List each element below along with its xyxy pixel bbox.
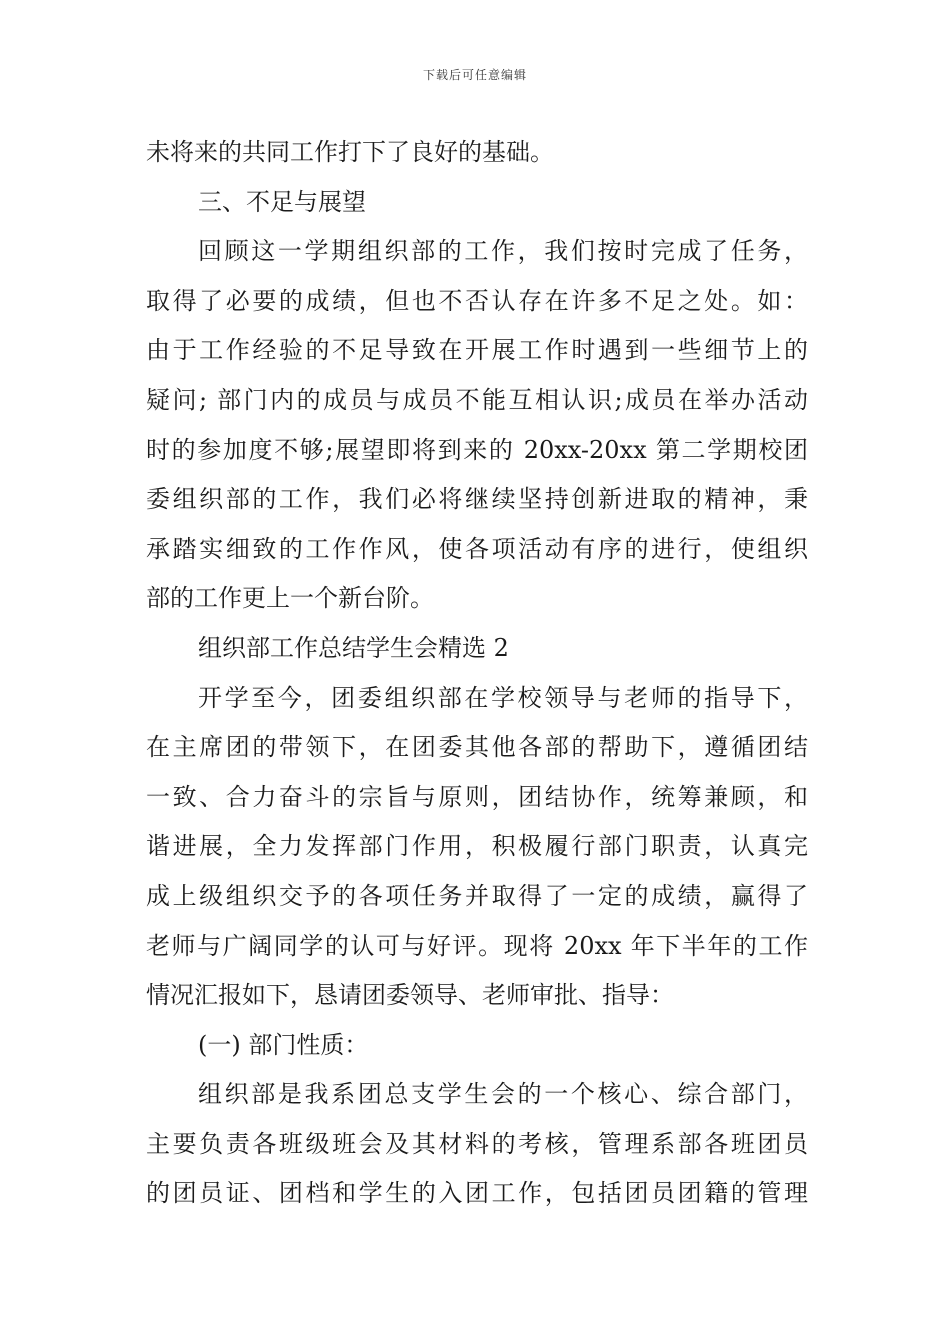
- paragraph-line: 疑问; 部门内的成员与成员不能互相认识;成员在举办活动: [146, 385, 808, 414]
- paragraph-line: 主要负责各班级班会及其材料的考核，管理系部各班团员: [146, 1129, 808, 1158]
- paragraph-line: 由于工作经验的不足导致在开展工作时遇到一些细节上的: [146, 336, 808, 365]
- document-body: [146, 128, 808, 1219]
- paragraph-line: 成上级组织交予的各项任务并取得了一定的成绩，赢得了: [146, 881, 808, 910]
- paragraph-line: 承踏实细致的工作作风，使各项活动有序的进行，使组织: [146, 534, 808, 563]
- paragraph-line: 部的工作更上一个新台阶。: [146, 584, 434, 613]
- paragraph-line: 情况汇报如下，恳请团委领导、老师审批、指导：: [146, 981, 674, 1010]
- paragraph-line: 谐进展，全力发挥部门作用，积极履行部门职责，认真完: [146, 832, 808, 861]
- paragraph-line: 的团员证、团档和学生的入团工作，包括团员团籍的管理: [146, 1179, 808, 1208]
- article-title: 组织部工作总结学生会精选 2: [198, 633, 509, 662]
- paragraph-line: 时的参加度不够;展望即将到来的 20xx-20xx 第二学期校团: [146, 435, 808, 464]
- page-header-note: 下载后可任意编辑: [422, 68, 527, 82]
- paragraph-line: 未将来的共同工作打下了良好的基础。: [146, 138, 554, 166]
- paragraph-line: 一致、合力奋斗的宗旨与原则，团结协作，统筹兼顾，和: [146, 782, 808, 811]
- paragraph-line: 委组织部的工作，我们必将继续坚持创新进取的精神，秉: [146, 485, 808, 514]
- paragraph-line: 回顾这一学期组织部的工作，我们按时完成了任务，: [198, 237, 808, 266]
- subsection-heading: (一) 部门性质：: [198, 1030, 369, 1059]
- paragraph-line: 组织部是我系团总支学生会的一个核心、综合部门，: [198, 1080, 808, 1109]
- paragraph-line: 在主席团的带领下，在团委其他各部的帮助下，遵循团结: [146, 733, 808, 762]
- paragraph-line: 开学至今，团委组织部在学校领导与老师的指导下，: [198, 683, 808, 712]
- section-heading: 三、不足与展望: [198, 187, 366, 216]
- paragraph-line: 老师与广阔同学的认可与好评。现将 20xx 年下半年的工作: [146, 931, 808, 960]
- paragraph-line: 取得了必要的成绩，但也不否认存在许多不足之处。如：: [146, 286, 808, 315]
